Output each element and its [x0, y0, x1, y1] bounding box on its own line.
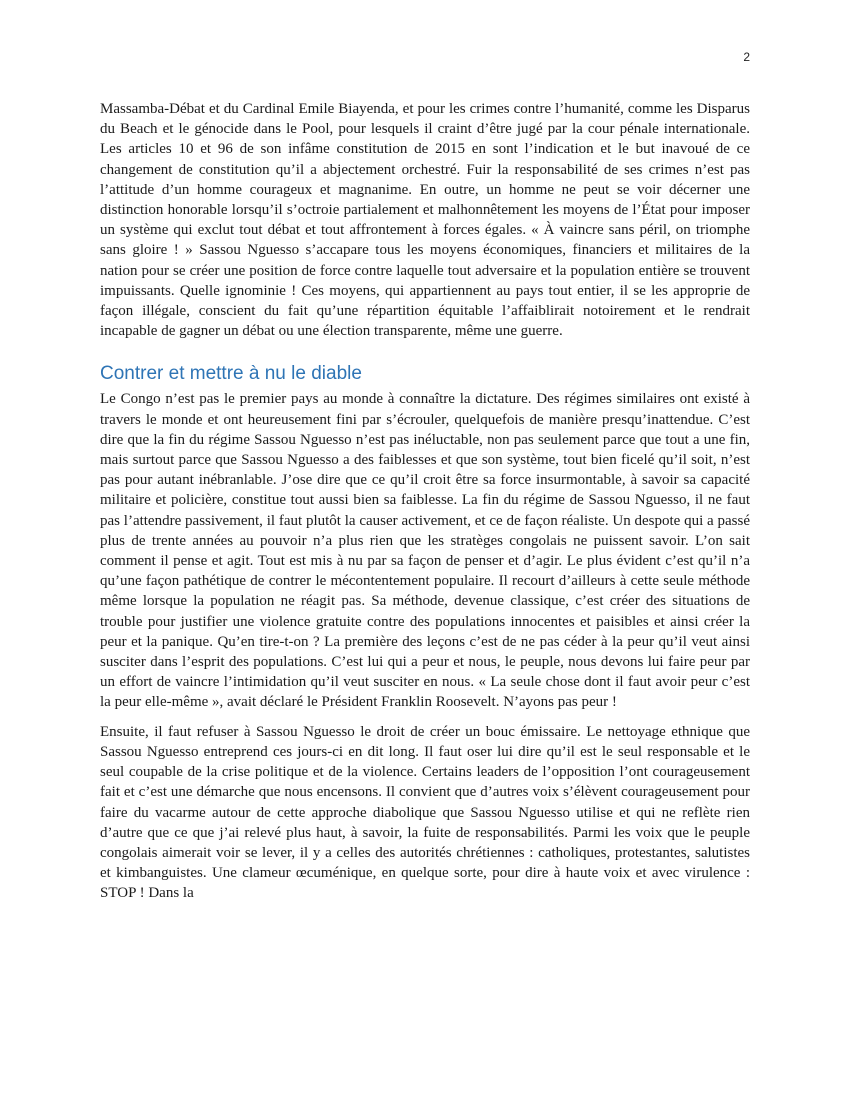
page-number: 2: [743, 50, 750, 64]
section-heading: Contrer et mettre à nu le diable: [100, 363, 362, 385]
body-text: [100, 99, 750, 904]
paragraph-section-2: Ensuite, il faut refuser à Sassou Nguesso le droit de créer un bouc émissaire. Le nettoyage ethnique que Sassou Nguesso entreprend ces jours-ci en dit long. Il faut oser lui dire qu’il est le seul responsable et le seul coupable de la crise politique et de la violence. Certains leaders de l’opposition l’ont courageusement fait et c’est une démarche que nous encensons. Il convient que d’autres voix s’élèvent courageusement pour faire du vacarme autour de cette approche diabolique que Sassou Nguesso utilise et qui ne reflète rien d’autre que ce que j’ai relevé plus haut, à savoir, la fuite de responsabilités. Parmi les voix que le peuple congolais aimerait voir se lever, il y a celles des autorités chrétiennes : catholiques, protestantes, salutistes et kimbanguistes. Une clameur œcuménique, en quelque sorte, pour dire à haute voix et avec virulence : STOP ! Dans la: [100, 723, 750, 902]
paragraph-intro: Massamba-Débat et du Cardinal Emile Biayenda, et pour les crimes contre l’humanité, comme les Disparus du Beach et le génocide dans le Pool, pour lesquels il craint d’être jugé par la cour pénale internationale. Les articles 10 et 96 de son infâme constitution de 2015 en sont l’indication et le but inavoué de ce changement de constitution qu’il a abjectement orchestré. Fuir la responsabilité de ses crimes n’est pas l’attitude d’un homme courageux et magnanime. En outre, un homme ne peut se voir décerner une distinction honorable lorsqu’il s’octroie partialement et malhonnêtement les moyens de l’État pour imposer un système qui exclut tout débat et tout affrontement à forces égales. « À vaincre sans péril, on triomphe sans gloire ! » Sassou Nguesso s’accapare tous les moyens économiques, financiers et militaires de la nation pour se créer une position de force contre laquelle tout adversaire et la population entière se trouvent impuissants. Quelle ignominie ! Ces moyens, qui appartiennent au pays tout entier, il se les approprie de façon illégale, conscient du fait qu’une répartition équitable l’affaiblirait notoirement et le rendrait incapable de gagner un débat ou une élection transparente, même une guerre.: [100, 101, 750, 340]
paragraph-section-1: Le Congo n’est pas le premier pays au monde à connaître la dictature. Des régimes similaires ont existé à travers le monde et ont heureusement fini par s’écrouler, quelquefois de manière presqu’inattendue. C’est dire que la fin du régime Sassou Nguesso n’est pas inéluctable, non pas seulement parce que tout a une fin, mais surtout parce que Sassou Nguesso a des faiblesses et que son système, tout bien ficelé qu’il soit, n’est pas pour autant inébranlable. J’ose dire que ce qu’il croit être sa force insurmontable, à savoir sa capacité militaire et policière, constitue tout aussi bien sa faiblesse. La fin du régime de Sassou Nguesso, il ne faut pas l’attendre passivement, il faut plutôt la causer activement, et ce de façon réaliste. Un despote qui a passé plus de trente années au pouvoir n’a plus rien que les stratèges congolais ne puissent savoir. L’on sait comment il pense et agit. Tout est mis à nu par sa façon de penser et d’agir. Le plus évident c’est qu’il n’a qu’une façon pathétique de contrer le mécontentement populaire. Il recourt d’ailleurs à cette seule méthode même lorsque la population ne réagit pas. Sa méthode, devenue classique, c’est créer des situations de trouble pour justifier une violence gratuite contre des populations innocentes et paisibles et ainsi créer la peur et la panique. Qu’en tire-t-on ? La première des leçons c’est de ne pas céder à la peur qu’il veut ainsi susciter dans l’esprit des populations. C’est lui qui a peur et nous, le peuple, nous devons lui faire peur par un effort de vaincre l’intimidation qu’il veut susciter en nous. « La seule chose dont il faut avoir peur c’est la peur elle-même », avait déclaré le Président Franklin Roosevelt. N’ayons pas peur !: [100, 391, 750, 711]
